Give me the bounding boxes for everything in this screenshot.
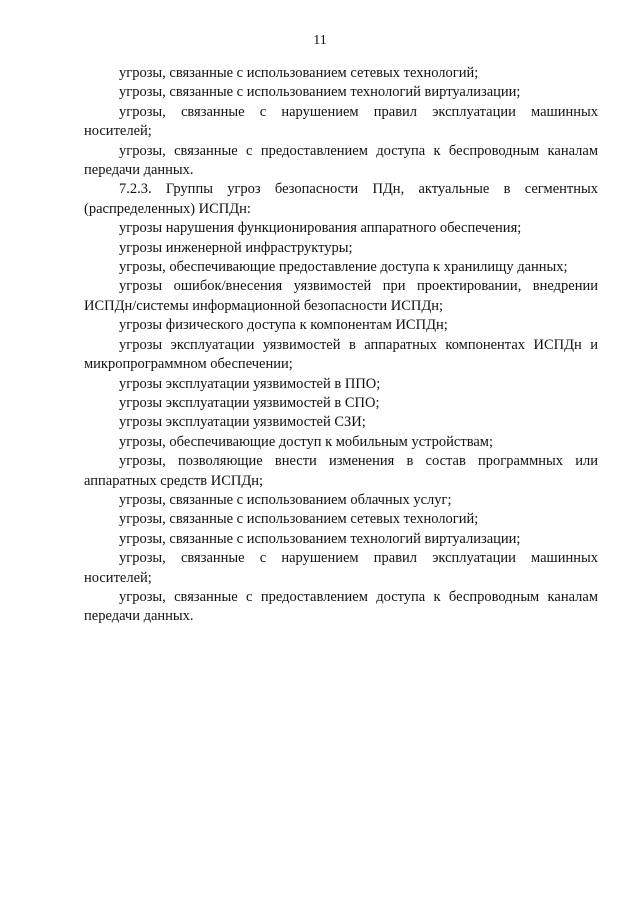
list-item: угрозы, связанные с нарушением правил эксплуатации машинных носителей; xyxy=(84,103,598,140)
list-item: угрозы, связанные с использованием сетевых технологий; xyxy=(119,511,479,528)
list-item: угрозы эксплуатации уязвимостей в аппаратных компонентах ИСПДн и микропрограммном обеспечении; xyxy=(84,336,598,373)
section-heading: 7.2.3. Группы угроз безопасности ПДн, актуальные в сегментных (распределенных) ИСПДн: xyxy=(84,181,598,217)
list-item: угрозы, связанные с нарушением правил эксплуатации машинных носителей; xyxy=(84,550,598,586)
page-number: 11 xyxy=(313,33,327,48)
list-item: угрозы эксплуатации уязвимостей в СПО; xyxy=(119,394,380,411)
list-item: угрозы инженерной инфраструктуры; xyxy=(119,239,353,256)
document-body xyxy=(84,64,598,627)
list-item: угрозы физического доступа к компонентам ИСПДн; xyxy=(119,317,448,334)
list-item: угрозы, связанные с использованием облачных услуг; xyxy=(119,491,452,508)
list-item: угрозы, связанные с использованием сетевых технологий; xyxy=(119,65,479,81)
list-item: угрозы, связанные с использованием технологий виртуализации; xyxy=(119,84,521,101)
list-item: угрозы эксплуатации уязвимостей СЗИ; xyxy=(119,414,366,431)
list-item: угрозы, обеспечивающие предоставление доступа к хранилищу данных; xyxy=(119,259,568,276)
list-item: угрозы, связанные с предоставлением доступа к беспроводным каналам передачи данных. xyxy=(84,588,598,625)
list-item: угрозы эксплуатации уязвимостей в ППО; xyxy=(119,375,381,392)
list-item: угрозы, связанные с использованием технологий виртуализации; xyxy=(119,530,521,547)
list-item: угрозы, связанные с предоставлением доступа к беспроводным каналам передачи данных. xyxy=(84,142,598,179)
list-item: угрозы нарушения функционирования аппаратного обеспечения; xyxy=(119,220,522,237)
list-item: угрозы ошибок/внесения уязвимостей при проектировании, внедрении ИСПДн/системы информационной безопасности ИСПДн; xyxy=(84,278,598,314)
list-item: угрозы, позволяющие внести изменения в состав программных или аппаратных средств ИСПДн; xyxy=(84,453,598,489)
list-item: угрозы, обеспечивающие доступ к мобильным устройствам; xyxy=(119,433,493,450)
